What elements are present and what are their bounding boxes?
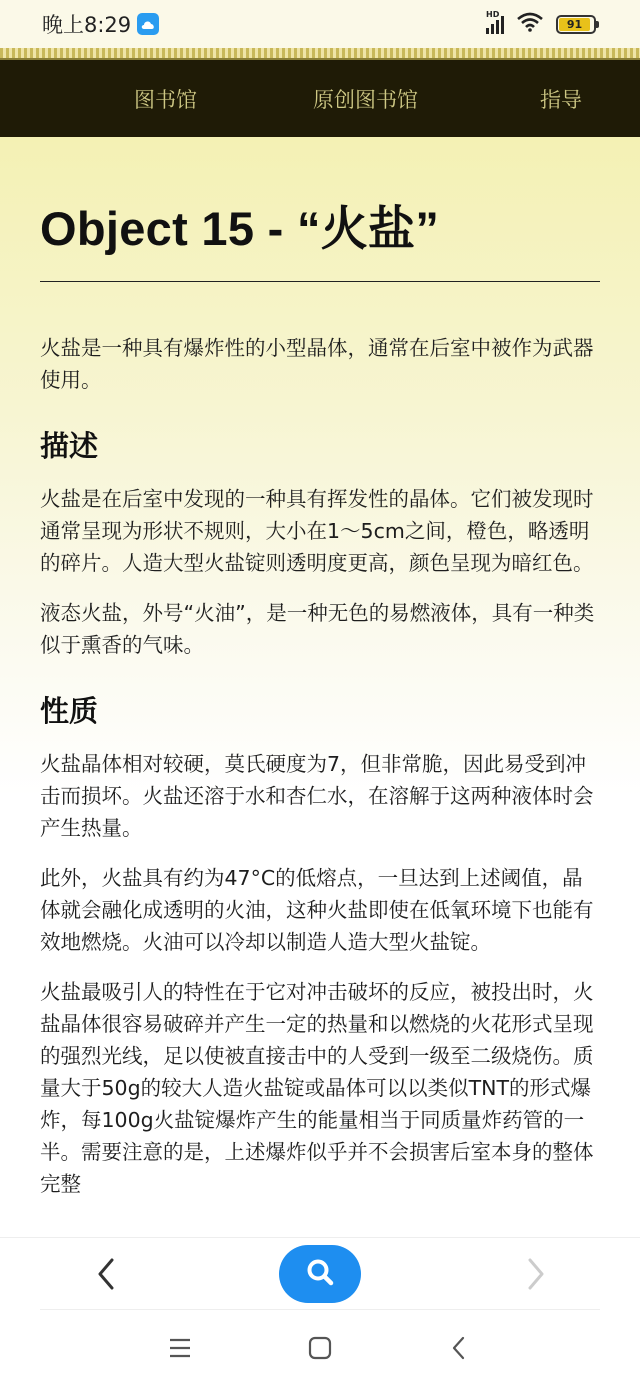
intro-paragraph: 火盐是一种具有爆炸性的小型晶体，通常在后室中被作为武器使用。	[40, 336, 594, 392]
wifi-icon	[516, 12, 544, 36]
network-label: HD	[486, 10, 500, 19]
status-left	[42, 9, 159, 39]
decorative-border	[0, 48, 640, 60]
site-nav	[0, 60, 640, 137]
forward-icon[interactable]	[520, 1256, 550, 1292]
page-title: Object 15 - “火盐”	[40, 192, 600, 282]
status-right	[486, 12, 596, 36]
search-button[interactable]	[279, 1245, 361, 1303]
status-time: 晚上8:29	[42, 13, 132, 37]
home-icon[interactable]	[308, 1336, 332, 1364]
article-content	[40, 192, 600, 1200]
article-area[interactable]	[0, 137, 640, 1237]
back-icon[interactable]	[92, 1256, 122, 1292]
system-nav-bar	[0, 1310, 640, 1387]
battery-level: 91	[559, 18, 590, 31]
system-back-icon[interactable]	[450, 1336, 468, 1364]
description-paragraph: 液态火盐，外号“火油”，是一种无色的易燃液体，具有一种类似于熏香的气味。	[40, 601, 595, 657]
search-icon	[305, 1257, 335, 1291]
nav-item-guide[interactable]: 指导	[540, 88, 582, 112]
section-heading-properties: 性质	[40, 694, 99, 728]
properties-paragraph: 此外，火盐具有约为47°C的低熔点，一旦达到上述阈值，晶体就会融化成透明的火油，这种火盐即使在低氧环境下也能有效地燃烧。火油可以冷却以制造人造大型火盐锭。	[40, 866, 594, 954]
browser-toolbar	[0, 1237, 640, 1309]
nav-item-library[interactable]: 图书馆	[134, 88, 197, 112]
properties-paragraph: 火盐晶体相对较硬，莫氏硬度为7，但非常脆，因此易受到冲击而损坏。火盐还溶于水和杏仁水，在溶解于这两种液体时会产生热量。	[40, 752, 594, 840]
menu-icon[interactable]	[168, 1336, 192, 1364]
battery-icon	[556, 15, 596, 34]
nav-item-original-library[interactable]: 原创图书馆	[313, 88, 418, 112]
status-bar	[0, 0, 640, 48]
section-heading-description: 描述	[40, 429, 99, 463]
signal-icon	[486, 10, 504, 34]
cloud-icon	[137, 13, 159, 35]
description-paragraph: 火盐是在后室中发现的一种具有挥发性的晶体。它们被发现时通常呈现为形状不规则，大小在1～5cm之间，橙色，略透明的碎片。人造大型火盐锭则透明度更高，颜色呈现为暗红色。	[40, 487, 594, 575]
properties-paragraph: 火盐最吸引人的特性在于它对冲击破坏的反应，被投出时，火盐晶体很容易破碎并产生一定的热量和以燃烧的火花形式呈现的强烈光线，足以使被直接击中的人受到一级至二级烧伤。质量大于50g的较大人造火盐锭或晶体可以以类似TNT的形式爆炸，每100g火盐锭爆炸产生的能量相当于同质量炸药管的一半。需要注意的是，上述爆炸似乎并不会损害后室本身的整体完整	[40, 980, 594, 1196]
